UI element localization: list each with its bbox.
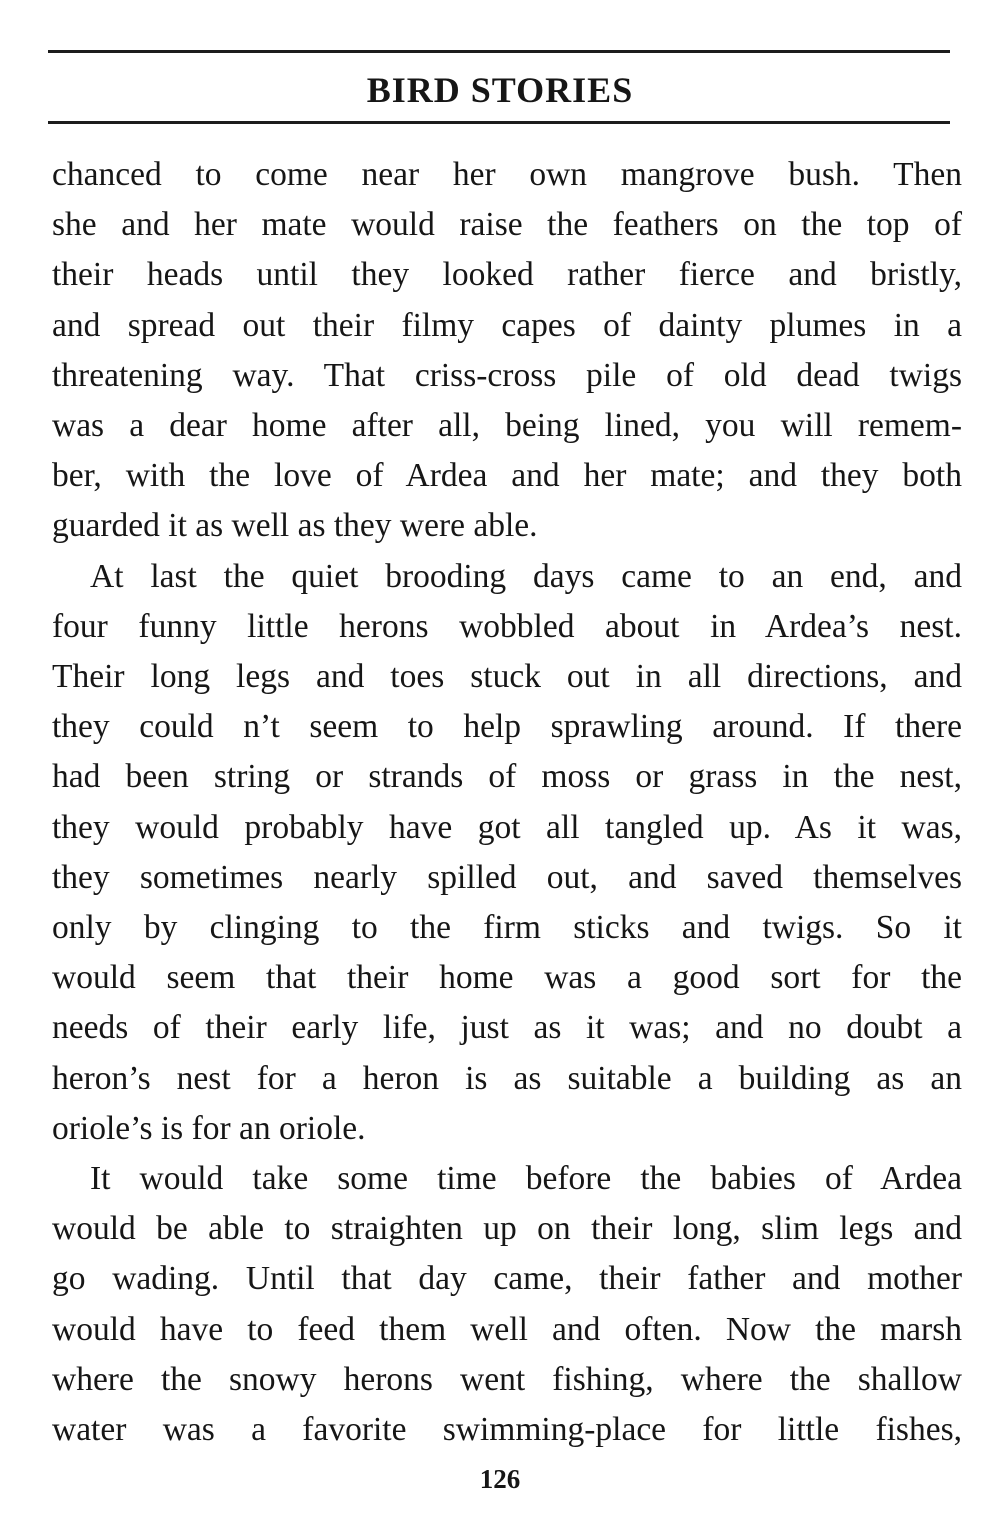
- text-line: would have to feed them well and often. Now the marsh: [52, 1310, 962, 1348]
- text-line: oriole’s is for an oriole.: [52, 1109, 366, 1147]
- paragraph: [52, 1154, 962, 1455]
- text-line: they would probably have got all tangled up. As it was,: [52, 808, 962, 846]
- running-head-title: BIRD STORIES: [366, 70, 634, 110]
- text-line: where the snowy herons went fishing, where the shallow: [52, 1360, 962, 1398]
- text-line: she and her mate would raise the feathers on the top of: [52, 206, 962, 244]
- text-line: four funny little herons wobbled about in Ardea’s nest.: [52, 607, 962, 645]
- header-rule-bottom: [48, 121, 950, 124]
- text-line: threatening way. That criss-cross pile of old dead twigs: [52, 356, 962, 394]
- text-line: heron’s nest for a heron is as suitable a building as an: [52, 1059, 962, 1097]
- text-line: would seem that their home was a good sort for the: [52, 959, 962, 997]
- text-line: guarded it as well as they were able.: [52, 507, 538, 545]
- paragraph: [52, 552, 962, 1154]
- body-text: [52, 150, 962, 1455]
- text-line: ber, with the love of Ardea and her mate; and they both: [52, 457, 962, 495]
- text-line: go wading. Until that day came, their father and mother: [52, 1260, 962, 1298]
- page-number: 126: [479, 1464, 521, 1494]
- text-line: would be able to straighten up on their long, slim legs and: [52, 1210, 962, 1248]
- text-line: they sometimes nearly spilled out, and saved themselves: [52, 858, 962, 896]
- text-line: they could n’t seem to help sprawling around. If there: [52, 708, 962, 746]
- header-rule-top: [48, 50, 950, 53]
- text-line: only by clinging to the firm sticks and twigs. So it: [52, 909, 962, 947]
- paragraph: [52, 150, 962, 552]
- text-line: needs of their early life, just as it was; and no doubt a: [52, 1009, 962, 1047]
- text-line: had been string or strands of moss or grass in the nest,: [52, 758, 962, 796]
- text-line: At last the quiet brooding days came to an end, and: [90, 557, 962, 595]
- text-line: water was a favorite swimming-place for little fishes,: [52, 1411, 962, 1449]
- text-line: their heads until they looked rather fierce and bristly,: [52, 256, 962, 294]
- text-line: and spread out their filmy capes of dainty plumes in a: [52, 306, 962, 344]
- text-line: Their long legs and toes stuck out in all directions, and: [52, 658, 962, 696]
- text-line: chanced to come near her own mangrove bush. Then: [52, 156, 962, 193]
- text-line: was a dear home after all, being lined, you will remem-: [52, 407, 962, 445]
- text-line: It would take some time before the babies of Ardea: [90, 1160, 962, 1198]
